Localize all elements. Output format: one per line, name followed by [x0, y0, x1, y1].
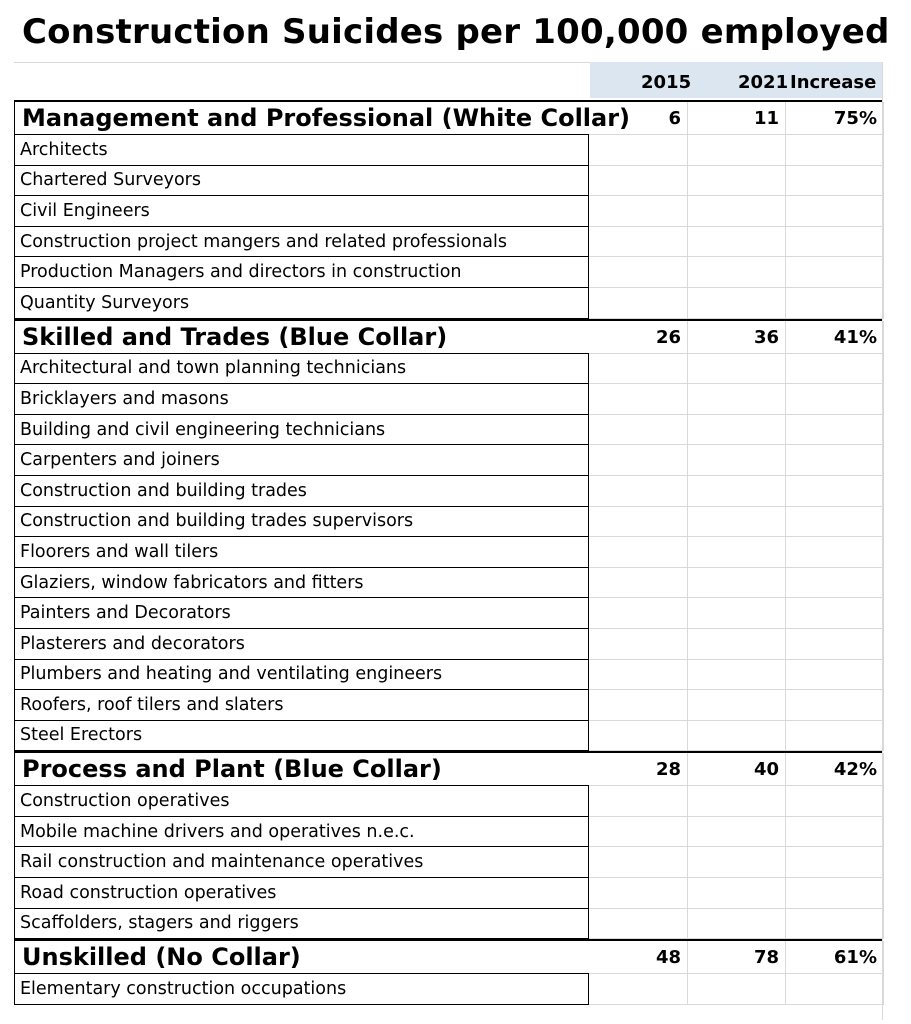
occupation-label: Architects: [14, 135, 589, 166]
grid-cell: [687, 537, 786, 568]
category-label: Unskilled (No Collar): [14, 941, 589, 974]
value-2021: 11: [753, 108, 779, 129]
grid-cell: [687, 507, 786, 538]
occupation-label: Construction project mangers and related professionals: [14, 227, 589, 258]
grid-cell: [687, 476, 786, 507]
grid-cell: [589, 476, 688, 507]
occupation-label: Quantity Surveyors: [14, 288, 589, 319]
occupation-row: [14, 660, 883, 691]
grid-cell: [589, 135, 688, 166]
value-increase: 42%: [833, 759, 877, 781]
grid-cell: [785, 598, 884, 629]
grid-cell: [589, 629, 688, 660]
grid-cell: [687, 384, 786, 415]
category-row: [14, 319, 883, 354]
occupation-label: Glaziers, window fabricators and fitters: [14, 568, 589, 599]
grid-cell: [589, 817, 688, 848]
occupation-label: Mobile machine drivers and operatives n.e.c.: [14, 817, 589, 848]
category-row: [14, 751, 883, 786]
grid-cell: [785, 288, 884, 319]
grid-cell: [785, 537, 884, 568]
occupation-row: [14, 878, 883, 909]
grid-cell: [687, 909, 786, 940]
occupation-row: [14, 354, 883, 385]
grid-cell: [785, 415, 884, 446]
grid-cell: [785, 166, 884, 197]
grid-cell: [589, 166, 688, 197]
page-title: Construction Suicides per 100,000 employed: [22, 12, 890, 52]
category-row: [14, 100, 883, 135]
value-increase: 41%: [833, 326, 877, 348]
occupation-label: Civil Engineers: [14, 196, 589, 227]
occupation-row: [14, 909, 883, 940]
occupation-label: Chartered Surveyors: [14, 166, 589, 197]
grid-cell: [589, 288, 688, 319]
grid-cell: [589, 507, 688, 538]
occupation-row: [14, 690, 883, 721]
table-body: [14, 100, 883, 1005]
grid-cell: [687, 721, 786, 752]
occupation-row: [14, 974, 883, 1005]
grid-cell: [589, 974, 688, 1005]
grid-cell: [785, 721, 884, 752]
occupation-label: Road construction operatives: [14, 878, 589, 909]
grid-cell: [785, 227, 884, 258]
occupation-row: [14, 415, 883, 446]
occupation-label: Production Managers and directors in construction: [14, 257, 589, 288]
occupation-row: [14, 476, 883, 507]
grid-cell: [687, 786, 786, 817]
grid-cell: [785, 135, 884, 166]
occupation-label: Construction operatives: [14, 786, 589, 817]
grid-cell: [687, 690, 786, 721]
grid-cell: [589, 690, 688, 721]
grid-cell: [687, 166, 786, 197]
grid-cell: [589, 568, 688, 599]
header-2021: 2021: [738, 72, 789, 93]
occupation-row: [14, 227, 883, 258]
occupation-label: Plasterers and decorators: [14, 629, 589, 660]
grid-cell: [589, 384, 688, 415]
occupation-row: [14, 598, 883, 629]
grid-cell: [785, 445, 884, 476]
grid-cell: [785, 257, 884, 288]
occupation-label: Construction and building trades: [14, 476, 589, 507]
grid-cell: [589, 257, 688, 288]
grid-cell: [687, 445, 786, 476]
value-2021: 78: [753, 947, 779, 969]
grid-cell: [687, 660, 786, 691]
grid-cell: [589, 909, 688, 940]
occupation-row: [14, 196, 883, 227]
grid-cell: [785, 817, 884, 848]
grid-cell: [687, 598, 786, 629]
grid-cell: [785, 354, 884, 385]
grid-cell: [687, 227, 786, 258]
grid-cell: [589, 660, 688, 691]
grid-cell: [687, 135, 786, 166]
occupation-row: [14, 135, 883, 166]
value-2015: 28: [655, 759, 681, 781]
occupation-row: [14, 445, 883, 476]
occupation-label: Floorers and wall tilers: [14, 537, 589, 568]
grid-cell: [785, 384, 884, 415]
occupation-label: Architectural and town planning technicians: [14, 354, 589, 385]
category-row: [14, 939, 883, 974]
occupation-row: [14, 384, 883, 415]
grid-cell: [589, 847, 688, 878]
grid-cell: [785, 909, 884, 940]
occupation-row: [14, 721, 883, 752]
occupation-label: Bricklayers and masons: [14, 384, 589, 415]
grid-cell: [589, 227, 688, 258]
grid-cell: [687, 288, 786, 319]
grid-cell: [687, 257, 786, 288]
grid-cell: [785, 196, 884, 227]
occupation-row: [14, 166, 883, 197]
category-label: Process and Plant (Blue Collar): [14, 753, 589, 786]
value-2015: 48: [655, 947, 681, 969]
grid-cell: [785, 568, 884, 599]
grid-cell: [589, 537, 688, 568]
occupation-row: [14, 568, 883, 599]
value-2021: 40: [753, 759, 779, 781]
occupation-label: Construction and building trades supervisors: [14, 507, 589, 538]
occupation-row: [14, 786, 883, 817]
header-increase: Increase: [790, 72, 877, 93]
grid-cell: [687, 568, 786, 599]
grid-cell: [785, 476, 884, 507]
grid-cell: [589, 878, 688, 909]
grid-cell: [687, 878, 786, 909]
grid-cell: [687, 196, 786, 227]
occupation-label: Elementary construction occupations: [14, 974, 589, 1005]
header-2015: 2015: [641, 72, 692, 93]
occupation-row: [14, 507, 883, 538]
grid-cell: [589, 445, 688, 476]
grid-cell: [589, 196, 688, 227]
occupation-label: Plumbers and heating and ventilating engineers: [14, 660, 589, 691]
column-header-row: [14, 62, 883, 98]
occupation-row: [14, 537, 883, 568]
grid-cell: [687, 817, 786, 848]
grid-cell: [589, 786, 688, 817]
occupation-label: Building and civil engineering technicians: [14, 415, 589, 446]
grid-cell: [785, 786, 884, 817]
occupation-label: Roofers, roof tilers and slaters: [14, 690, 589, 721]
grid-cell: [589, 598, 688, 629]
category-label: Management and Professional (White Collar): [14, 102, 589, 135]
grid-cell: [687, 847, 786, 878]
grid-cell: [589, 415, 688, 446]
value-2015: 26: [655, 326, 681, 348]
grid-cell: [785, 974, 884, 1005]
value-2021: 36: [753, 326, 779, 348]
grid-cell: [589, 721, 688, 752]
occupation-label: Rail construction and maintenance operatives: [14, 847, 589, 878]
grid-cell: [687, 354, 786, 385]
grid-cell: [785, 629, 884, 660]
grid-cell: [687, 629, 786, 660]
occupation-label: Painters and Decorators: [14, 598, 589, 629]
occupation-row: [14, 629, 883, 660]
occupation-label: Steel Erectors: [14, 721, 589, 752]
occupation-row: [14, 288, 883, 319]
occupation-row: [14, 817, 883, 848]
sheet-right-gridline: [882, 62, 883, 1020]
grid-cell: [785, 690, 884, 721]
occupation-row: [14, 257, 883, 288]
value-2015: 6: [668, 108, 681, 129]
grid-cell: [785, 660, 884, 691]
grid-cell: [785, 847, 884, 878]
grid-cell: [687, 974, 786, 1005]
grid-cell: [687, 415, 786, 446]
value-increase: 61%: [833, 947, 877, 969]
grid-cell: [589, 354, 688, 385]
occupation-row: [14, 847, 883, 878]
grid-cell: [785, 878, 884, 909]
occupation-label: Scaffolders, stagers and riggers: [14, 909, 589, 940]
value-increase: 75%: [833, 108, 877, 129]
grid-cell: [785, 507, 884, 538]
category-label: Skilled and Trades (Blue Collar): [14, 321, 589, 354]
occupation-label: Carpenters and joiners: [14, 445, 589, 476]
